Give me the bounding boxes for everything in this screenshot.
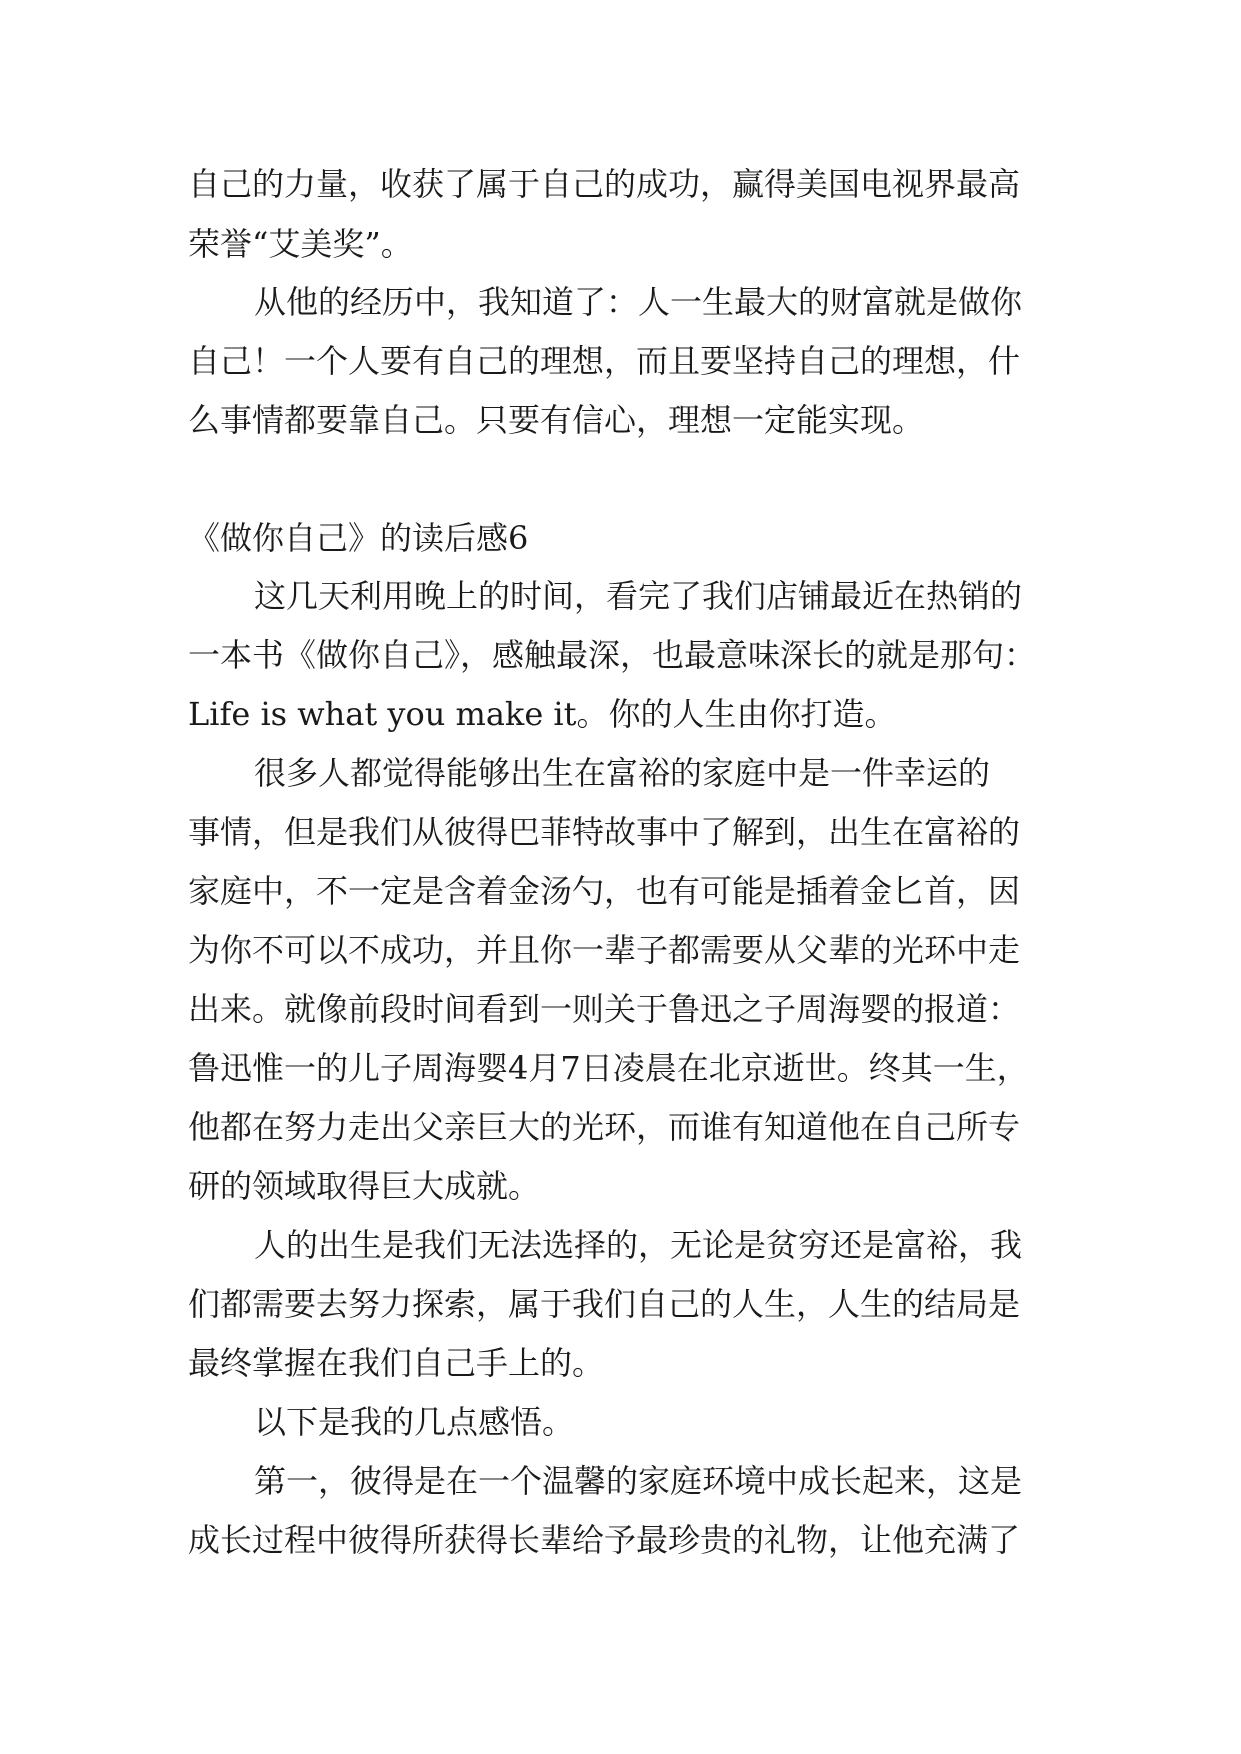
paragraph-line: 最终掌握在我们自己手上的。 [188,1344,605,1382]
paragraph-line: 荣誉“艾美奖”。 [188,225,413,263]
paragraph-line: Life is what you make it。你的人生由你打造。 [188,695,897,733]
paragraph-line: 以下是我的几点感悟。 [254,1403,575,1441]
paragraph-line: 自己的力量，收获了属于自己的成功，赢得美国电视界最高 [188,165,1021,203]
paragraph-line: 事情，但是我们从彼得巴菲特故事中了解到，出生在富裕的 [188,813,1021,851]
paragraph-line: 鲁迅惟一的儿子周海婴4月7日凌晨在北京逝世。终其一生， [188,1049,1029,1087]
paragraph-line: 这几天利用晚上的时间，看完了我们店铺最近在热销的 [254,577,1023,615]
paragraph-line: 们都需要去努力探索，属于我们自己的人生，人生的结局是 [188,1285,1021,1323]
paragraph-line: 一本书《做你自己》，感触最深，也最意味深长的就是那句： [188,636,1037,674]
paragraph-line: 为你不可以不成功，并且你一辈子都需要从父辈的光环中走 [188,931,1021,969]
paragraph-line: 人的出生是我们无法选择的，无论是贫穷还是富裕，我 [254,1226,1023,1264]
paragraph-line: 么事情都要靠自己。只要有信心，理想一定能实现。 [188,401,925,439]
paragraph-line: 从他的经历中，我知道了：人一生最大的财富就是做你 [254,283,1023,321]
paragraph-line: 家庭中，不一定是含着金汤勺，也有可能是插着金匕首，因 [188,872,1021,910]
paragraph-line: 出来。就像前段时间看到一则关于鲁迅之子周海婴的报道： [188,990,1021,1028]
paragraph-line: 自己！一个人要有自己的理想，而且要坚持自己的理想，什 [188,342,1021,380]
paragraph-line: 很多人都觉得能够出生在富裕的家庭中是一件幸运的 [254,754,991,792]
paragraph-line: 成长过程中彼得所获得长辈给予最珍贵的礼物，让他充满了 [188,1521,1021,1559]
paragraph-line: 第一，彼得是在一个温馨的家庭环境中成长起来，这是 [254,1462,1023,1500]
section-heading: 《做你自己》的读后感6 [188,519,529,557]
paragraph-line: 他都在努力走出父亲巨大的光环，而谁有知道他在自己所专 [188,1108,1021,1146]
paragraph-line: 研的领域取得巨大成就。 [188,1167,541,1205]
